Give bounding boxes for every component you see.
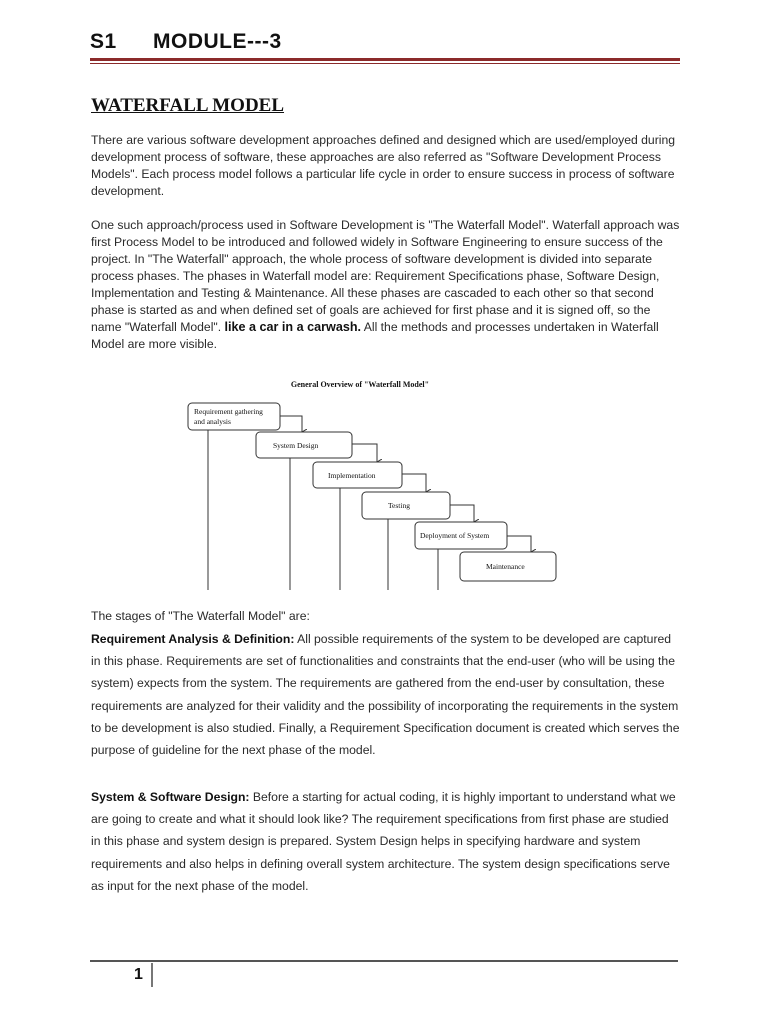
box-label-system-design: System Design xyxy=(273,441,319,450)
design-lead: System & Software Design: xyxy=(91,790,250,804)
waterfall-paragraph xyxy=(91,217,681,353)
waterfall-diagram xyxy=(180,375,570,590)
course-code: S1 xyxy=(90,30,117,53)
carwash-phrase: like a car in a carwash. xyxy=(224,320,362,334)
requirement-lead: Requirement Analysis & Definition: xyxy=(91,632,295,646)
page-number: 1 xyxy=(134,966,143,983)
diagram-title: General Overview of "Waterfall Model" xyxy=(290,380,430,389)
header-rule-thick xyxy=(90,58,680,61)
design-section xyxy=(91,786,681,897)
requirement-body: All possible requirements of the system to be developed are captured in this phase. Requirements are set of functionalities and constraints that the end-user (who will be using the system) expects from the system. The requirements are gathered from the end-user by consultation, these requirements are analyzed for their validity and the possibility of incorporating the requirements in the system to be development is also studied. Finally, a Requirement Specification document is created which serves the purpose of guideline for the next phase of the model. xyxy=(91,632,680,758)
box-label-requirements-2: and analysis xyxy=(194,417,231,426)
box-label-deployment: Deployment of System xyxy=(420,531,490,540)
requirement-section xyxy=(91,628,681,761)
header-rule-thin xyxy=(90,63,680,64)
box-label-testing: Testing xyxy=(388,501,410,510)
box-label-implementation: Implementation xyxy=(328,471,376,480)
waterfall-paragraph-text: One such approach/process used in Software Development is "The Waterfall Model". Waterfall approach was first Process Model to be introduced and followed widely in Software Engineering to ensure success of the project. In "The Waterfall" approach, the whole process of software development is divided into separate process phases. The phases in Waterfall model are: Requirement Specifications phase, Software Design, Implementation and Testing & Maintenance. All these phases are cascaded to each other so that second phase is started as and when defined set of goals are achieved for first phase and it is signed off, so the name "Waterfall Model". xyxy=(91,218,680,334)
box-label-requirements-1: Requirement gathering xyxy=(194,407,263,416)
footer-rule xyxy=(90,960,678,962)
design-body: Before a starting for actual coding, it is highly important to understand what we are going to create and what it should look like? The requirement specifications from first phase are studied in this phase and system design is prepared. System Design helps in specifying hardware and system requirements and also helps in defining overall system architecture. The system design specifications serve as input for the next phase of the model. xyxy=(91,790,676,893)
stages-intro: The stages of "The Waterfall Model" are: xyxy=(91,609,310,623)
waterfall-paragraph-end: All the methods and processes undertaken in Waterfall Model are more visible. xyxy=(91,320,659,351)
module-heading: MODULE---3 xyxy=(153,30,282,53)
box-label-maintenance: Maintenance xyxy=(486,562,525,571)
intro-paragraph: There are various software development approaches defined and designed which are used/employed during development process of software, these approaches are also referred as "Software Development Process Models". Each process model follows a particular life cycle in order to ensure success in process of software development. xyxy=(91,133,676,198)
footer-divider xyxy=(151,963,153,987)
section-title: WATERFALL MODEL xyxy=(91,95,285,116)
